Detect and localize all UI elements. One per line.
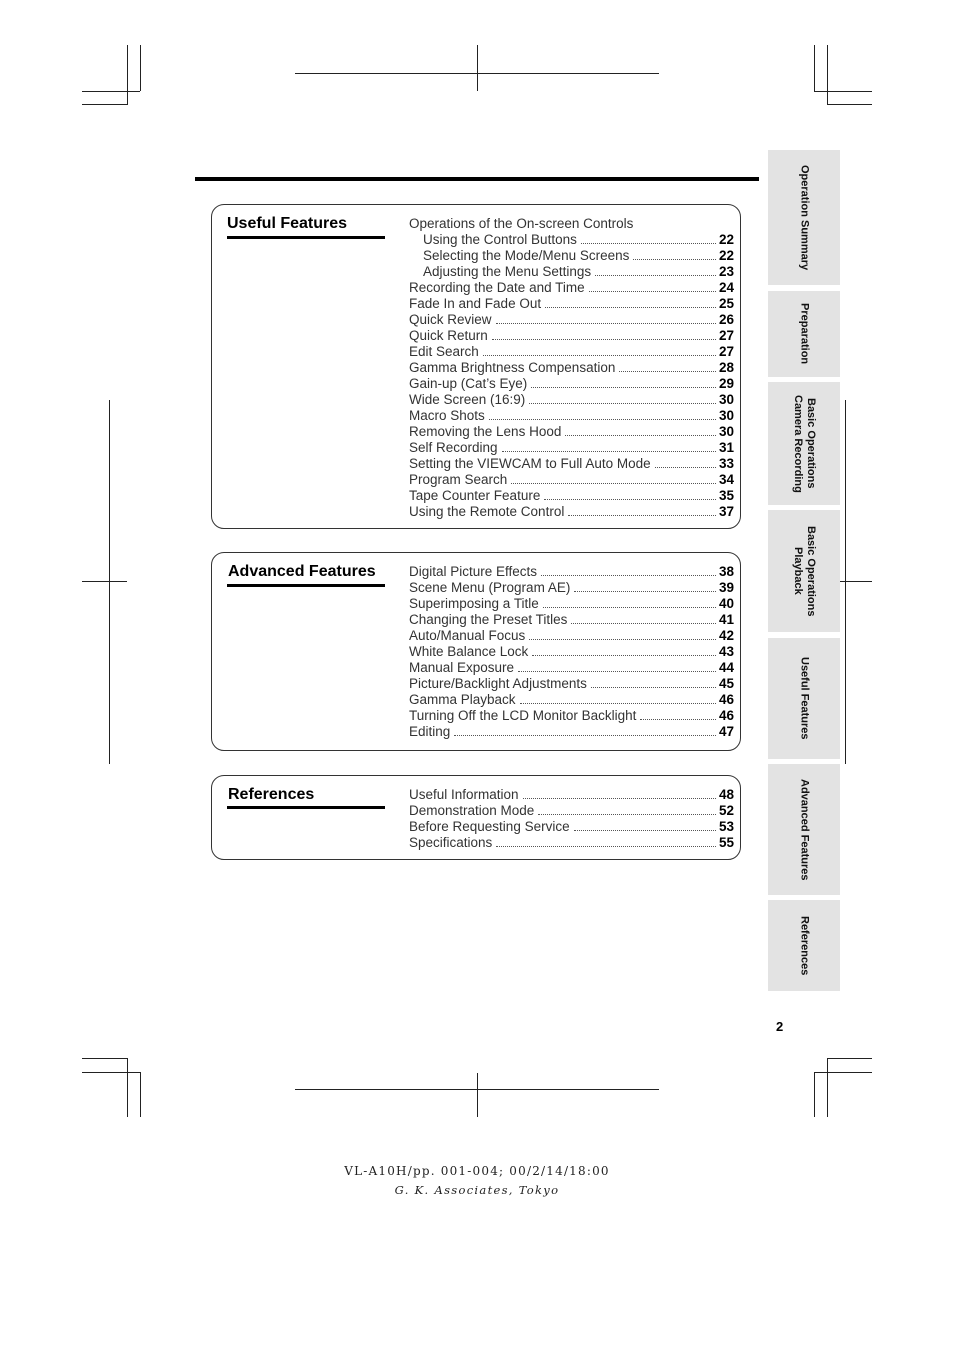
toc-entry-page: 26 [718,312,734,327]
side-tab-label: References [798,915,811,976]
toc-entry-page: 46 [718,708,734,723]
toc-entry-title: Gamma Brightness Compensation [409,360,616,375]
toc-entry[interactable] [409,280,734,296]
section-title: Advanced Features [228,563,376,580]
toc-entry-page: 43 [718,644,734,659]
side-tab-label: Basic Operations Camera Recording [792,394,817,493]
dot-leader [543,606,716,608]
dot-leader [529,402,716,404]
toc-entry-title: Editing [409,724,451,739]
side-tab[interactable] [768,764,840,895]
toc-entry-page: 53 [718,819,734,834]
toc-entry-title: Recording the Date and Time [409,280,585,295]
top-rule [195,177,759,181]
dot-leader [619,370,716,372]
toc-entry[interactable] [409,456,734,472]
side-tab-label: Advanced Features [798,778,811,881]
section-title: Useful Features [227,215,348,232]
footer-job-line: VL-A10H/pp. 001-004; 00/2/14/18:00 [344,1164,610,1178]
toc-entry-title: Selecting the Mode/Menu Screens [423,248,630,263]
dot-leader [496,322,716,324]
toc-entry-title: Adjusting the Menu Settings [423,264,592,279]
toc-entry-title: Tape Counter Feature [409,488,541,503]
toc-entry[interactable] [409,564,734,580]
toc-entry-title: White Balance Lock [409,644,529,659]
toc-entry-page: 39 [718,580,734,595]
toc-entry[interactable] [409,328,734,344]
section-title-underline [227,584,385,587]
dot-leader [545,306,716,308]
toc-entry[interactable] [409,472,734,488]
section-title: References [228,786,315,803]
toc-entry[interactable] [409,312,734,328]
dot-leader [489,418,716,420]
side-tab-label: Operation Summary [798,164,811,271]
toc-entry[interactable] [409,724,734,740]
dot-leader [496,845,716,847]
toc-entry[interactable] [409,692,734,708]
toc-entry-title: Turning Off the LCD Monitor Backlight [409,708,637,723]
dot-leader [565,434,716,436]
dot-leader [518,670,716,672]
toc-entry-title: Operations of the On-screen Controls [409,216,634,231]
side-tab-label: Preparation [798,303,811,365]
toc-entry-page: 30 [718,392,734,407]
toc-section-box [211,204,741,529]
toc-entry-title: Demonstration Mode [409,803,535,818]
toc-entry[interactable] [409,676,734,692]
dot-leader [541,574,716,576]
toc-entry[interactable] [409,392,734,408]
toc-entry-page: 48 [718,787,734,802]
toc-entry[interactable] [409,408,734,424]
dot-leader [532,654,716,656]
toc-entry[interactable] [409,216,734,232]
toc-entry[interactable] [409,248,734,264]
toc-entry[interactable] [409,344,734,360]
toc-entry-page: 46 [718,692,734,707]
toc-entry-page: 27 [718,344,734,359]
footer-publisher: G. K. Associates, Tokyo [394,1183,560,1197]
toc-entry[interactable] [409,232,734,248]
toc-entry[interactable] [409,376,734,392]
dot-leader [655,466,716,468]
toc-entry[interactable] [409,628,734,644]
toc-entry-title: Self Recording [409,440,498,455]
toc-entry[interactable] [409,612,734,628]
toc-entry[interactable] [409,803,734,819]
toc-entry-title: Edit Search [409,344,479,359]
side-tab[interactable] [768,150,840,285]
dot-leader [591,686,716,688]
toc-entry-title: Superimposing a Title [409,596,539,611]
toc-entry-title: Using the Control Buttons [423,232,577,247]
dot-leader [523,797,716,799]
toc-entry-title: Quick Return [409,328,488,343]
toc-entry-page: 22 [718,232,734,247]
toc-entry[interactable] [409,787,734,803]
toc-entry-title: Manual Exposure [409,660,515,675]
toc-entry-page: 45 [718,676,734,691]
toc-entry-page: 34 [718,472,734,487]
dot-leader [581,242,716,244]
dot-leader [568,514,716,516]
toc-entry-title: Gamma Playback [409,692,516,707]
toc-entry[interactable] [409,440,734,456]
toc-entry[interactable] [409,296,734,312]
toc-entry[interactable] [409,644,734,660]
side-tab[interactable] [768,638,840,759]
toc-entry-page: 29 [718,376,734,391]
toc-entry-page: 47 [718,724,734,739]
toc-entry[interactable] [409,504,734,520]
toc-entry-page: 55 [718,835,734,850]
toc-entry-title: Quick Review [409,312,492,327]
toc-entry-title: Changing the Preset Titles [409,612,568,627]
toc-entry-page: 23 [718,264,734,279]
toc-entry-list [409,216,734,520]
toc-entry[interactable] [409,424,734,440]
section-title-underline [227,236,385,239]
toc-entry-page: 40 [718,596,734,611]
dot-leader [483,354,716,356]
toc-entry-page: 28 [718,360,734,375]
toc-entry[interactable] [409,819,734,835]
toc-entry-page: 30 [718,408,734,423]
dot-leader [633,258,716,260]
toc-entry[interactable] [409,264,734,280]
toc-entry-page: 22 [718,248,734,263]
toc-entry-title: Setting the VIEWCAM to Full Auto Mode [409,456,651,471]
toc-entry[interactable] [409,580,734,596]
toc-entry-page: 41 [718,612,734,627]
toc-entry-title: Digital Picture Effects [409,564,538,579]
dot-leader [589,290,716,292]
toc-entry-title: Specifications [409,835,493,850]
dot-leader [574,829,716,831]
toc-section-box [211,775,741,860]
toc-entry-page: 35 [718,488,734,503]
side-tab[interactable] [768,510,840,632]
toc-entry[interactable] [409,835,734,851]
dot-leader [454,734,716,736]
toc-entry-page: 31 [718,440,734,455]
section-title-underline [227,806,385,809]
toc-entry-page: 38 [718,564,734,579]
toc-entry-page: 30 [718,424,734,439]
dot-leader [640,718,716,720]
toc-entry-title: Wide Screen (16:9) [409,392,526,407]
toc-entry-page: 25 [718,296,734,311]
toc-entry[interactable] [409,596,734,612]
toc-entry-page: 52 [718,803,734,818]
toc-entry-title: Gain-up (Cat’s Eye) [409,376,528,391]
toc-entry-page: 27 [718,328,734,343]
side-tab-label: Useful Features [798,657,811,740]
toc-entry-title: Picture/Backlight Adjustments [409,676,587,691]
toc-entry[interactable] [409,360,734,376]
dot-leader [538,813,716,815]
page-number: 2 [776,1019,784,1034]
side-tab[interactable] [768,900,840,991]
toc-entry[interactable] [409,708,734,724]
toc-entry-title: Program Search [409,472,508,487]
toc-entry-page: 24 [718,280,734,295]
toc-entry-page: 33 [718,456,734,471]
toc-entry[interactable] [409,660,734,676]
toc-entry-title: Fade In and Fade Out [409,296,542,311]
toc-entry-title: Auto/Manual Focus [409,628,526,643]
side-tab-label: Basic Operations Playback [792,525,817,617]
dot-leader [511,482,716,484]
toc-entry-page: 37 [718,504,734,519]
toc-entry-list [409,564,734,740]
toc-entry-title: Using the Remote Control [409,504,565,519]
side-tab[interactable] [768,291,840,377]
dot-leader [520,702,716,704]
toc-entry-title: Useful Information [409,787,519,802]
side-tab[interactable] [768,382,840,505]
toc-entry-title: Removing the Lens Hood [409,424,562,439]
dot-leader [529,638,716,640]
dot-leader [492,338,716,340]
toc-entry[interactable] [409,488,734,504]
dot-leader [502,450,716,452]
toc-entry-title: Before Requesting Service [409,819,570,834]
toc-section-box [211,552,741,751]
toc-entry-list [409,787,734,851]
dot-leader [531,386,716,388]
dot-leader [571,622,716,624]
dot-leader [595,274,716,276]
toc-entry-page: 44 [718,660,734,675]
toc-entry-title: Scene Menu (Program AE) [409,580,571,595]
dot-leader [574,590,716,592]
toc-entry-page: 42 [718,628,734,643]
toc-entry-title: Macro Shots [409,408,485,423]
dot-leader [544,498,716,500]
